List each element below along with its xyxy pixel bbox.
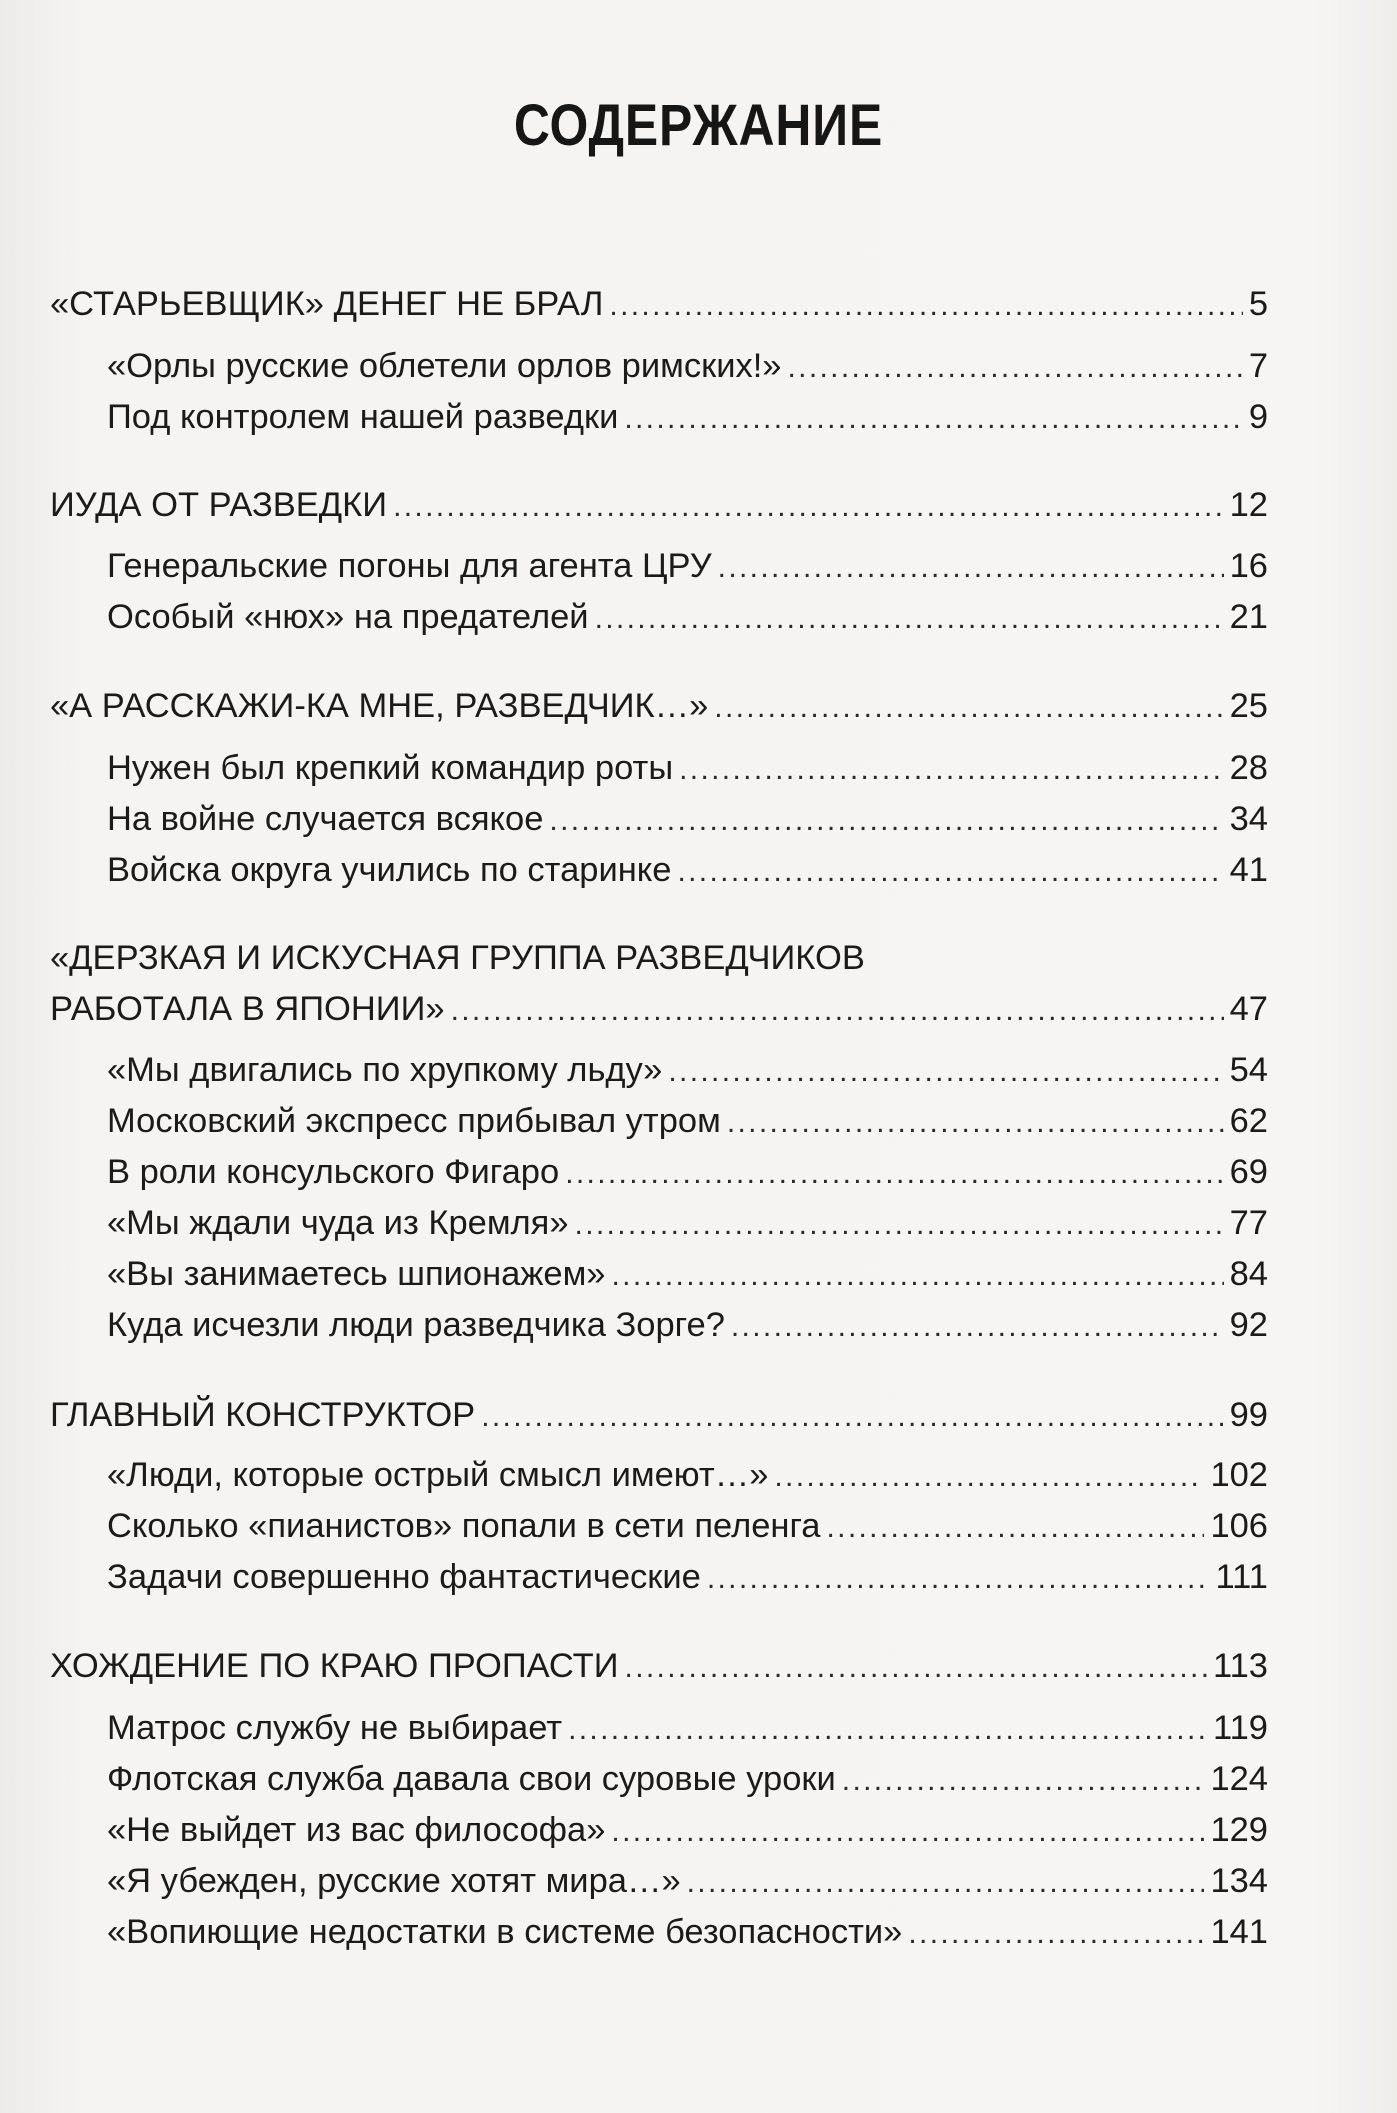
- toc-entry: [50, 1554, 1268, 1600]
- toc-leader-dots: [481, 1394, 1223, 1440]
- toc-entry: [50, 594, 1268, 640]
- toc-entry-label: «Вопиющие недостатки в системе безопасности»: [107, 1913, 903, 1951]
- toc-entry-label: «Я убежден, русские хотят мира…»: [107, 1862, 681, 1900]
- toc-entry-label: В роли консульского Фигаро: [107, 1153, 560, 1191]
- toc-entry-page: 99: [1229, 1396, 1268, 1434]
- toc-leader-dots: [677, 849, 1223, 895]
- toc-leader-dots: [679, 747, 1224, 793]
- toc-entry-page: 28: [1229, 749, 1268, 787]
- toc-entry: [50, 986, 1268, 1032]
- toc-entry-label: Под контролем нашей разведки: [107, 398, 619, 436]
- toc-entry: [50, 394, 1268, 440]
- toc-entry-page: 16: [1229, 547, 1268, 585]
- toc-entry-page: 21: [1229, 598, 1268, 636]
- toc-leader-dots: [908, 1911, 1204, 1957]
- toc-entry-page: 9: [1248, 398, 1268, 436]
- toc-leader-dots: [788, 345, 1243, 391]
- toc-entry-label: Сколько «пианистов» попали в сети пеленга: [107, 1507, 821, 1545]
- toc-leader-dots: [624, 396, 1242, 442]
- toc-entry: [50, 745, 1268, 791]
- toc-leader-dots: [731, 1304, 1224, 1350]
- toc-entry-page: 5: [1248, 285, 1268, 323]
- toc-leader-dots: [714, 685, 1223, 731]
- toc-entry-page: 102: [1210, 1456, 1268, 1494]
- toc-entry-label: «Люди, которые острый смысл имеют…»: [107, 1456, 769, 1494]
- toc-entry-label: Московский экспресс прибывал утром: [107, 1102, 721, 1140]
- toc-entry-label: Нужен был крепкий командир роты: [107, 749, 674, 787]
- toc-leader-dots: [568, 1707, 1207, 1753]
- toc-entry-page: 111: [1215, 1558, 1268, 1596]
- toc-entry-label: Генеральские погоны для агента ЦРУ: [107, 547, 712, 585]
- toc-entry: [50, 1452, 1268, 1498]
- toc-entry-label: Матрос службу не выбирает: [107, 1709, 563, 1747]
- toc-entry: [50, 683, 1268, 729]
- toc-leader-dots: [565, 1151, 1223, 1197]
- toc-leader-dots: [707, 1556, 1210, 1602]
- toc-leader-dots: [774, 1454, 1204, 1500]
- toc-entry-label: «Мы двигались по хрупкому льду»: [107, 1051, 663, 1089]
- toc-entry-page: 7: [1248, 347, 1268, 385]
- toc-leader-dots: [393, 484, 1224, 530]
- toc-entry-label: «Орлы русские облетели орлов римских!»: [107, 347, 782, 385]
- toc-entry-page: 47: [1229, 990, 1268, 1028]
- toc-leader-dots: [718, 545, 1224, 591]
- toc-leader-dots: [612, 1253, 1224, 1299]
- toc-entry: [50, 1503, 1268, 1549]
- toc-leader-dots: [687, 1860, 1205, 1906]
- page-title: СОДЕРЖАНИЕ: [513, 93, 884, 158]
- toc-entry: [50, 1756, 1268, 1802]
- toc-leader-dots: [727, 1100, 1224, 1146]
- toc-entry-label: ИУДА ОТ РАЗВЕДКИ: [50, 486, 388, 524]
- toc-entry-label: «Вы занимаетесь шпионажем»: [107, 1255, 606, 1293]
- toc-entry: [50, 343, 1268, 389]
- toc-leader-dots: [826, 1505, 1204, 1551]
- toc-leader-dots: [609, 283, 1242, 329]
- toc-entry: [50, 1098, 1268, 1144]
- toc-entry-page: 69: [1229, 1153, 1268, 1191]
- toc-entry-page: 12: [1229, 486, 1268, 524]
- toc-leader-dots: [575, 1202, 1224, 1248]
- toc-entry-label-line1: «ДЕРЗКАЯ И ИСКУСНАЯ ГРУППА РАЗВЕДЧИКОВ: [50, 939, 865, 977]
- toc-leader-dots: [625, 1645, 1207, 1691]
- toc-leader-dots: [595, 596, 1224, 642]
- toc-entry: [50, 1705, 1268, 1751]
- toc-entry-label: «А РАССКАЖИ-КА МНЕ, РАЗВЕДЧИК…»: [50, 687, 709, 725]
- toc-entry-label: Флотская служба давала свои суровые уроки: [107, 1760, 836, 1798]
- toc-entry-label: Особый «нюх» на предателей: [107, 598, 589, 636]
- toc-entry: [50, 482, 1268, 528]
- toc-entry: [50, 281, 1268, 327]
- toc-leader-dots: [668, 1049, 1223, 1095]
- toc-entry: [50, 1149, 1268, 1195]
- toc-entry-page: 129: [1210, 1811, 1268, 1849]
- toc-entry-page: 41: [1229, 851, 1268, 889]
- toc-entry-page: 54: [1229, 1051, 1268, 1089]
- toc-entry: [50, 543, 1268, 589]
- toc-entry-page: 34: [1229, 800, 1268, 838]
- toc-entry: [50, 1047, 1268, 1093]
- toc-entry-label: На войне случается всякое: [107, 800, 544, 838]
- toc-entry-page: 25: [1229, 687, 1268, 725]
- toc-entry-page: 134: [1210, 1862, 1268, 1900]
- toc-leader-dots: [451, 988, 1224, 1034]
- toc-entry-label: Куда исчезли люди разведчика Зорге?: [107, 1306, 725, 1344]
- toc-entry-label: «СТАРЬЕВЩИК» ДЕНЕГ НЕ БРАЛ: [50, 285, 604, 323]
- toc-entry-label: РАБОТАЛА В ЯПОНИИ»: [50, 990, 445, 1028]
- toc-entry-page: 141: [1210, 1913, 1268, 1951]
- toc-entry-label: ХОЖДЕНИЕ ПО КРАЮ ПРОПАСТИ: [50, 1647, 619, 1685]
- toc-entry: [50, 796, 1268, 842]
- toc-entry: [50, 1909, 1268, 1955]
- toc-entry: [50, 1807, 1268, 1853]
- toc-leader-dots: [842, 1758, 1205, 1804]
- toc-entry-label: ГЛАВНЫЙ КОНСТРУКТОР: [50, 1396, 476, 1434]
- toc-entry-page: 124: [1210, 1760, 1268, 1798]
- toc-entry: [50, 1643, 1268, 1689]
- toc-entry-label: Войска округа учились по старинке: [107, 851, 672, 889]
- toc-entry-page: 92: [1229, 1306, 1268, 1344]
- toc-entry: [50, 1858, 1268, 1904]
- toc-entry: [50, 847, 1268, 893]
- toc-entry-label: «Мы ждали чуда из Кремля»: [107, 1204, 569, 1242]
- toc-entry-label: «Не выйдет из вас философа»: [107, 1811, 606, 1849]
- toc-entry-page: 113: [1212, 1647, 1268, 1685]
- toc-entry-page: 119: [1212, 1709, 1268, 1747]
- toc-entry: [50, 1200, 1268, 1246]
- toc-entry: [50, 1392, 1268, 1438]
- toc-entry-page: 62: [1229, 1102, 1268, 1140]
- toc-entry-page: 84: [1229, 1255, 1268, 1293]
- toc-entry: [50, 1302, 1268, 1348]
- toc-entry-page: 106: [1210, 1507, 1268, 1545]
- toc-entry: [50, 1251, 1268, 1297]
- toc-entry-label: Задачи совершенно фантастические: [107, 1558, 701, 1596]
- toc-entry-page: 77: [1229, 1204, 1268, 1242]
- toc-leader-dots: [611, 1809, 1204, 1855]
- toc-leader-dots: [549, 798, 1223, 844]
